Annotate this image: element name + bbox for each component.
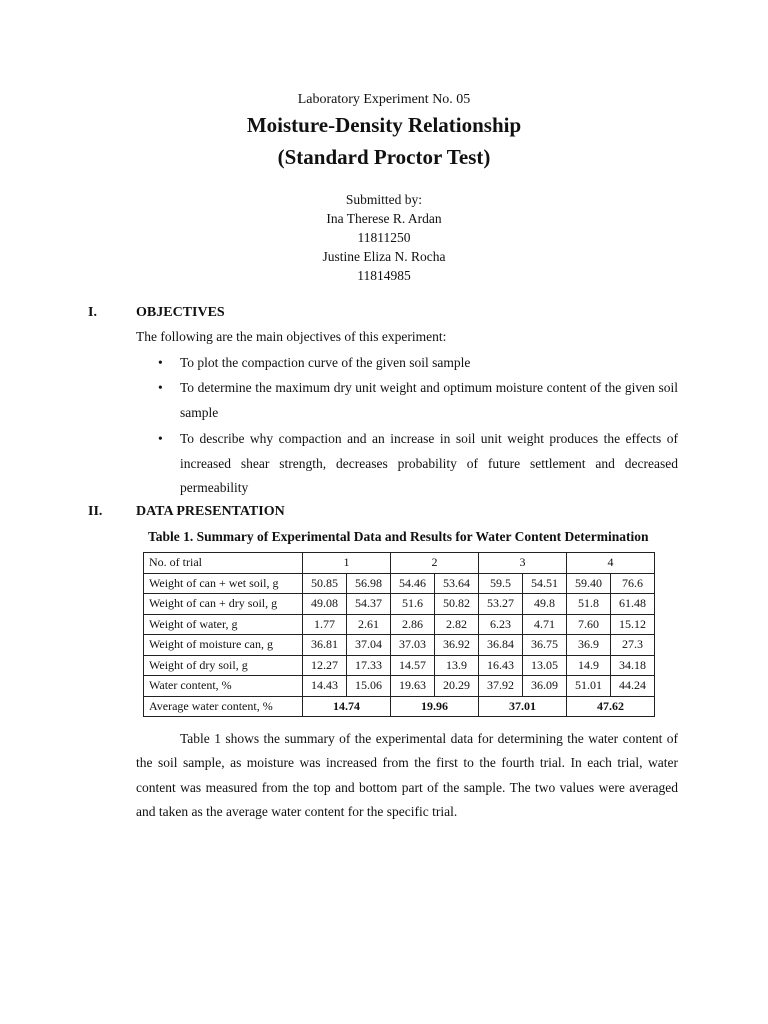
- table-row: [144, 655, 655, 676]
- table-cell: 54.37: [347, 594, 391, 615]
- trial-header: 2: [391, 553, 479, 574]
- table-cell: 50.82: [435, 594, 479, 615]
- submitted-by-label: Submitted by:: [345, 192, 423, 207]
- trial-header: 1: [303, 553, 391, 574]
- table-cell: 61.48: [611, 594, 655, 615]
- table-cell: 19.63: [391, 676, 435, 697]
- table-cell: 15.06: [347, 676, 391, 697]
- author-name: Justine Eliza N. Rocha: [322, 249, 446, 264]
- table-cell: 20.29: [435, 676, 479, 697]
- table-cell: 1.77: [303, 614, 347, 635]
- body-paragraph: Table 1 shows the summary of the experimental data for determining the water content of the soil sample, as moisture was increased from the first to the fourth trial. In each trial, water content was measured from the top and bottom part of the sample. The two values were averaged and taken as the average water content for the specific trial.: [136, 731, 678, 819]
- table-cell: 14.9: [567, 655, 611, 676]
- average-cell: 14.74: [303, 696, 391, 717]
- table-caption: Table 1. Summary of Experimental Data and Results for Water Content Determination: [148, 529, 649, 544]
- page-title: Moisture-Density Relationship: [246, 113, 522, 137]
- objectives-intro: The following are the main objectives of this experiment:: [136, 329, 447, 344]
- table-cell: 51.8: [567, 594, 611, 615]
- table-cell: 54.51: [523, 573, 567, 594]
- table-cell: 76.6: [611, 573, 655, 594]
- table-cell: 2.86: [391, 614, 435, 635]
- row-label: Weight of can + wet soil, g: [144, 573, 303, 594]
- table-cell: 15.12: [611, 614, 655, 635]
- table-cell: 14.43: [303, 676, 347, 697]
- table-cell: 37.03: [391, 635, 435, 656]
- average-cell: 47.62: [567, 696, 655, 717]
- table-cell: 4.71: [523, 614, 567, 635]
- table-cell: 14.57: [391, 655, 435, 676]
- table-cell: 13.05: [523, 655, 567, 676]
- table-description: [136, 727, 678, 824]
- table-cell: 56.98: [347, 573, 391, 594]
- table-row: [144, 573, 655, 594]
- table-cell: 53.64: [435, 573, 479, 594]
- section-number: I.: [88, 305, 97, 320]
- table-row: [144, 594, 655, 615]
- objective-item: To plot the compaction curve of the given soil sample: [180, 355, 471, 370]
- table-header-cell: No. of trial: [144, 553, 303, 574]
- trial-header: 4: [567, 553, 655, 574]
- table-cell: 36.84: [479, 635, 523, 656]
- author-id: 11811250: [357, 230, 411, 245]
- table-cell: 16.43: [479, 655, 523, 676]
- table-cell: 59.40: [567, 573, 611, 594]
- row-label: Weight of dry soil, g: [144, 655, 303, 676]
- table-cell: 51.01: [567, 676, 611, 697]
- table-cell: 6.23: [479, 614, 523, 635]
- table-cell: 37.04: [347, 635, 391, 656]
- bullet-icon: •: [158, 355, 163, 370]
- table-row: [144, 614, 655, 635]
- table-cell: 44.24: [611, 676, 655, 697]
- table-cell: 36.81: [303, 635, 347, 656]
- average-cell: 37.01: [479, 696, 567, 717]
- table-cell: 59.5: [479, 573, 523, 594]
- table-cell: 53.27: [479, 594, 523, 615]
- table-cell: 34.18: [611, 655, 655, 676]
- average-cell: 19.96: [391, 696, 479, 717]
- section-number: II.: [88, 504, 103, 519]
- table-cell: 13.9: [435, 655, 479, 676]
- water-content-table: [143, 552, 655, 717]
- bullet-icon: •: [158, 431, 163, 446]
- table-cell: 27.3: [611, 635, 655, 656]
- table-cell: 36.92: [435, 635, 479, 656]
- table-cell: 17.33: [347, 655, 391, 676]
- row-label: Weight of can + dry soil, g: [144, 594, 303, 615]
- table-cell: 2.61: [347, 614, 391, 635]
- table-row: [144, 676, 655, 697]
- table-row-average: [144, 696, 655, 717]
- bullet-icon: •: [158, 380, 163, 395]
- trial-header: 3: [479, 553, 567, 574]
- table-row: [144, 635, 655, 656]
- author-name: Ina Therese R. Ardan: [326, 211, 442, 226]
- row-label: Weight of water, g: [144, 614, 303, 635]
- table-cell: 12.27: [303, 655, 347, 676]
- table-cell: 51.6: [391, 594, 435, 615]
- section-heading: OBJECTIVES: [136, 305, 225, 320]
- table-cell: 36.9: [567, 635, 611, 656]
- table-cell: 49.8: [523, 594, 567, 615]
- table-cell: 54.46: [391, 573, 435, 594]
- section-heading: DATA PRESENTATION: [136, 504, 285, 519]
- table-cell: 7.60: [567, 614, 611, 635]
- objective-item: To determine the maximum dry unit weight and optimum moisture content of the given soil sample: [180, 380, 678, 420]
- table-cell: 49.08: [303, 594, 347, 615]
- objective-item: To describe why compaction and an increase in soil unit weight produces the effects of increased shear strength, decreases probability of future settlement and decreased permeability: [180, 431, 678, 495]
- row-label: Water content, %: [144, 676, 303, 697]
- row-label: Average water content, %: [144, 696, 303, 717]
- table-cell: 37.92: [479, 676, 523, 697]
- author-id: 11814985: [357, 268, 411, 283]
- experiment-number: Laboratory Experiment No. 05: [297, 92, 471, 107]
- row-label: Weight of moisture can, g: [144, 635, 303, 656]
- table-cell: 2.82: [435, 614, 479, 635]
- table-cell: 36.75: [523, 635, 567, 656]
- table-cell: 36.09: [523, 676, 567, 697]
- page-subtitle: (Standard Proctor Test): [277, 145, 491, 169]
- table-cell: 50.85: [303, 573, 347, 594]
- table-header-row: [144, 553, 655, 574]
